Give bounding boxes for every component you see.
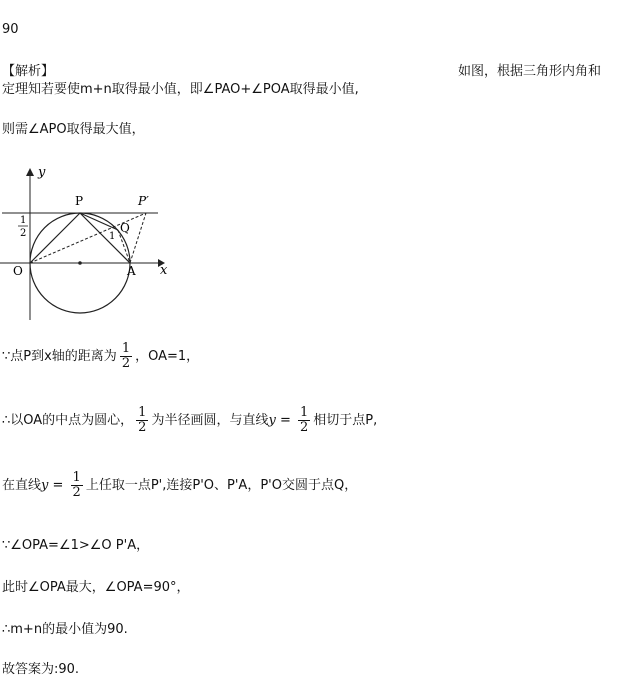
step-7: 故答案为:90.	[2, 662, 80, 677]
fraction-half: $\frac{1}{2}$	[138, 405, 147, 435]
fraction-half: $\frac{1}{2}$	[300, 405, 309, 435]
analysis-intro-right: 如图，根据三角形内角和	[458, 64, 602, 79]
equals: =	[275, 413, 295, 428]
segment-OP	[30, 213, 80, 263]
analysis-tag: 【解析】	[2, 64, 55, 79]
label-y: y	[38, 165, 46, 180]
step-2-text-a: ∴以OA的中点为圆心，	[2, 413, 134, 428]
step-3	[2, 471, 357, 500]
analysis-line3: 则需∠APO取得最大值，	[2, 122, 145, 137]
label-half-num: 1	[20, 215, 27, 226]
label-P: P	[75, 194, 84, 208]
step-2-text-b: 为半径画圆，与直线	[151, 413, 269, 428]
step-3-text-b: 上任取一点P',连接P'O、P'A，P'O交圆于点Q，	[85, 478, 358, 493]
var-y: y	[41, 478, 49, 493]
step-4: ∵∠OPA=∠1>∠O P'A，	[2, 538, 150, 553]
analysis-intro-line2: 定理知若要使m+n取得最小值，即∠PAO+∠POA取得最小值,	[2, 82, 359, 97]
step-3-text-a: 在直线	[2, 478, 42, 493]
step-1-text-b: ，OA=1，	[135, 349, 200, 364]
var-y: y	[268, 413, 276, 428]
label-angle-1: 1	[109, 231, 116, 242]
fraction-half: $\frac{1}{2}$	[121, 341, 131, 371]
dashed-AP-prime	[130, 213, 146, 263]
label-A: A	[127, 264, 136, 278]
label-x: x	[160, 263, 168, 278]
segment-PQ	[80, 213, 118, 230]
label-half-den: 2	[20, 228, 27, 239]
step-5: 此时∠OPA最大，∠OPA=90°，	[2, 580, 190, 595]
label-O: O	[13, 264, 23, 278]
label-Q: Q	[120, 221, 130, 235]
step-1-text-a: ∵点P到x轴的距离为	[2, 349, 117, 364]
step-6: ∴m+n的最小值为90.	[2, 622, 128, 637]
y-axis-arrow	[26, 168, 34, 176]
fraction-half: $\frac{1}{2}$	[72, 470, 81, 500]
answer-value: 90	[2, 22, 19, 37]
step-1	[2, 342, 199, 371]
equals: =	[48, 478, 68, 493]
circle-center	[78, 261, 82, 265]
step-2-text-c: 相切于点P,	[313, 413, 378, 428]
step-2	[2, 406, 377, 435]
label-P-prime: P′	[138, 194, 149, 208]
geometry-figure	[0, 162, 170, 322]
